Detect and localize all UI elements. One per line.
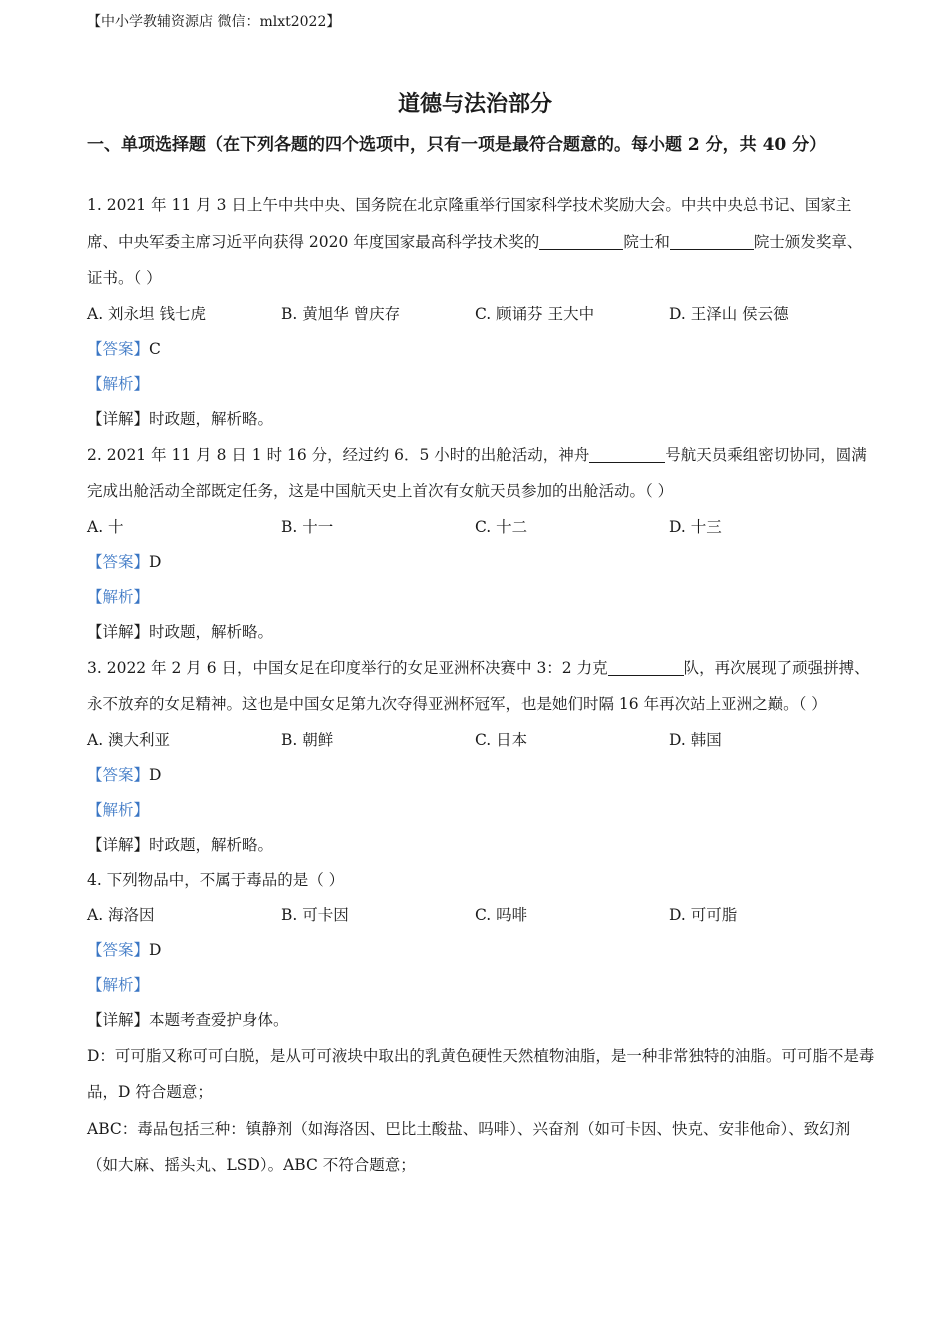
option-row [87,510,877,545]
option-a: A. 刘永坦 钱七虎 [87,304,206,323]
option-b: B. 可卡因 [281,905,349,924]
analysis-label: 【解析】 [87,975,150,994]
detail-label: 【详解】 [87,835,150,854]
answer-label: 【答案】 [87,940,150,959]
detail-line [87,615,877,650]
answer-line [87,933,877,968]
question-list [87,187,877,1184]
page-title: 道德与法治部分 [397,91,552,117]
option-b: B. 十一 [281,517,334,536]
explanation-paragraph: ABC：毒品包括三种：镇静剂（如海洛因、巴比土酸盐、吗啡）、兴奋剂（如可卡因、快克、安非他命）、致幻剂（如大麻、摇头丸、LSD）。ABC 不符合题意； [87,1119,851,1174]
answer-label: 【答案】 [87,339,150,358]
analysis-label: 【解析】 [87,800,150,819]
option-b: B. 朝鲜 [281,730,334,749]
question-stem: 2. 2021 年 11 月 8 日 1 时 16 分，经过约 6．5 小时的出舱活动，神舟 号航天员乘组密切协同，圆满完成出舱活动全部既定任务，这是中国航天史上首次有女航天员参加的出舱活动。（ ） [87,445,867,500]
answer-line [87,332,877,367]
option-b: B. 黄旭华 曾庆存 [281,304,401,323]
header-note: 【中小学教辅资源店 微信：mlxt2022】 [87,14,341,30]
detail-text: 时政题，解析略。 [149,622,274,641]
option-row [87,723,877,758]
detail-label: 【详解】 [87,622,150,641]
analysis-line [87,580,877,615]
detail-label: 【详解】 [87,1010,150,1029]
option-row [87,297,877,332]
answer-label: 【答案】 [87,552,150,571]
analysis-line [87,793,877,828]
answer-blank [589,444,665,463]
option-c: C. 吗啡 [475,905,528,924]
option-c: C. 日本 [475,730,528,749]
detail-line [87,828,877,863]
question-3 [87,650,877,863]
answer-value: C [149,339,161,358]
answer-value: D [149,765,162,784]
detail-text: 时政题，解析略。 [149,835,274,854]
detail-label: 【详解】 [87,409,150,428]
question-2 [87,437,877,650]
detail-line [87,1003,877,1038]
analysis-label: 【解析】 [87,587,150,606]
option-a: A. 海洛因 [87,905,155,924]
option-d: D. 可可脂 [669,905,738,924]
option-a: A. 十 [87,517,124,536]
answer-line [87,758,877,793]
option-c: C. 顾诵芬 王大中 [475,304,595,323]
option-a: A. 澳大利亚 [87,730,171,749]
option-d: D. 韩国 [669,730,722,749]
explanation-paragraph: D：可可脂又称可可白脱，是从可可液块中取出的乳黄色硬性天然植物油脂，是一种非常独特的油脂。可可脂不是毒品，D 符合题意； [87,1046,875,1101]
detail-line [87,402,877,437]
option-c: C. 十二 [475,517,528,536]
question-4 [87,863,877,1184]
answer-value: D [149,552,162,571]
question-stem: 1. 2021 年 11 月 3 日上午中共中央、国务院在北京隆重举行国家科学技术奖励大会。中共中央总书记、国家主席、中央军委主席习近平向获得 2020 年度国家最高科学技术奖的 院士和 院士颁发奖章、证书。（ ） [87,196,863,287]
analysis-line [87,968,877,1003]
question-stem: 4. 下列物品中，不属于毒品的是（ ） [87,870,345,889]
answer-blank [608,657,684,676]
answer-label: 【答案】 [87,765,150,784]
option-d: D. 十三 [669,517,722,536]
detail-text: 时政题，解析略。 [149,409,274,428]
option-row [87,898,877,933]
option-d: D. 王泽山 侯云德 [669,304,789,323]
answer-line [87,545,877,580]
analysis-label: 【解析】 [87,374,150,393]
answer-blank [670,231,754,250]
analysis-line [87,367,877,402]
question-stem: 3. 2022 年 2 月 6 日，中国女足在印度举行的女足亚洲杯决赛中 3：2 力克 队，再次展现了顽强拼搏、永不放弃的女足精神。这也是中国女足第九次夺得亚洲杯冠军，也是她们时隔 16 年再次站上亚洲之巅。（ ） [87,658,870,713]
section-heading: 一、单项选择题（在下列各题的四个选项中，只有一项是最符合题意的。每小题 2 分，共 40 分） [87,135,827,155]
answer-blank [539,231,623,250]
question-1 [87,187,877,437]
detail-text: 本题考查爱护身体。 [149,1010,289,1029]
answer-value: D [149,940,162,959]
